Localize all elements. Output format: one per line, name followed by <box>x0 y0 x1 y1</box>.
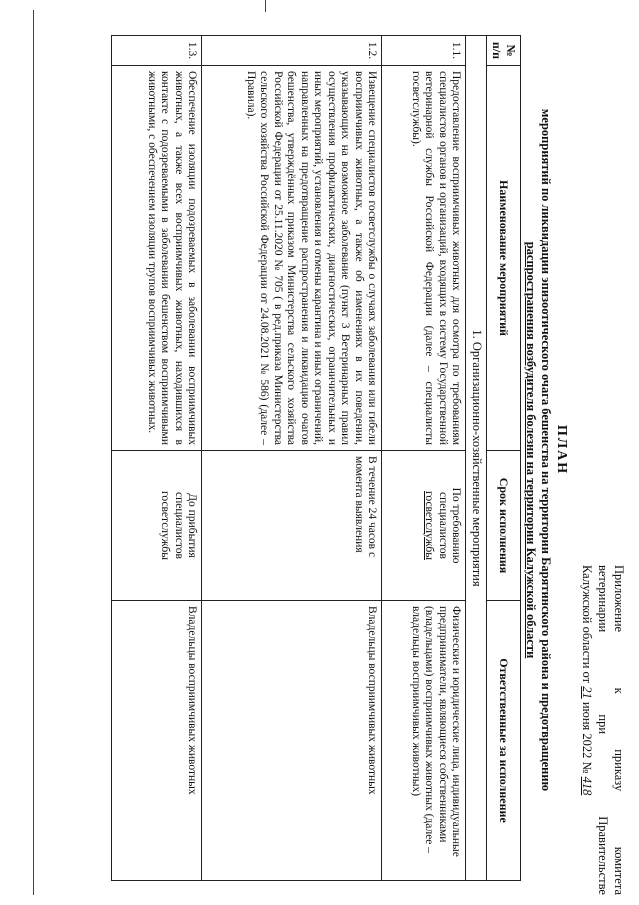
appendix-word: при <box>596 714 610 735</box>
term-line: момента выявления <box>353 456 365 553</box>
row-responsible: Владельцы восприимчивых животных <box>112 601 202 881</box>
row-measure: Извещение специалистов госветслужбы о случаях заболевания или гибели восприимчивых животных, а также об изменениях в их поведении, указывающих на возможное заболевание (пункт 3 Ветеринарных правил осуществления профилактических, диагностических, ограничительных и иных мероприятий, установления и отмены карантина и иных ограничений, направленных на предотвращение распространения и ликвидацию очагов бешенства, утверждённых приказом Министерства сельского хозяйства Российской Федерации от 25.11.2020 № 705 ( в ред.приказа Министерства сельского хозяйства Российской Федерации от 24.08.2021 № 586) (далее – Правила). <box>202 66 382 451</box>
appendix-word: ветеринарии <box>596 565 610 633</box>
row-measure: Предоставление восприимчивых животных для осмотра по требованиям специалистов органов и организаций, входящих в систему Государственной ветеринарной службы Российской Федерации (далее – специалисты госветслужбы). <box>382 66 466 451</box>
header-row <box>487 36 521 881</box>
row-number: 1.2. <box>202 36 382 66</box>
plan-subtitle-2: распространения возбудителя болезни на территории Калужской области <box>524 241 538 659</box>
appendix-word: комитета <box>612 846 626 895</box>
table-row <box>382 36 466 881</box>
row-responsible: Владельцы восприимчивых животных <box>202 601 382 881</box>
term-line: специалистов <box>173 492 185 559</box>
header-responsible: Ответственные за исполнение <box>487 601 521 881</box>
appendix-date-prefix: Калужской области от <box>580 565 594 687</box>
section-row <box>466 36 487 881</box>
appendix-line-2 <box>595 565 611 895</box>
table-row <box>112 36 202 881</box>
term-line: госветслужбы <box>159 490 172 561</box>
plan-title <box>523 20 569 880</box>
row-number: 1.3. <box>112 36 202 66</box>
header-name: Наименование мероприятий <box>487 66 521 451</box>
plan-heading: ПЛАН <box>554 424 569 476</box>
appendix-date-mid: июня 2022 № <box>580 698 594 777</box>
row-number: 1.1. <box>382 36 466 66</box>
term-line: госветслужбы <box>423 490 436 561</box>
appendix-word: Правительстве <box>596 816 610 895</box>
appendix-word: приказу <box>612 749 626 792</box>
row-responsible: Физические и юридические лица, индивидуальные предприниматели, являющиеся собственниками (владельцами) восприимчивых животных (далее – владельцы восприимчивых животных) <box>382 601 466 881</box>
appendix-note <box>579 565 627 895</box>
appendix-line-3 <box>579 565 595 895</box>
row-term <box>202 451 382 601</box>
appendix-word: к <box>612 687 626 694</box>
header-num: № п/п <box>487 36 521 66</box>
row-term <box>112 451 202 601</box>
term-line: По требованию <box>450 487 463 564</box>
appendix-line-1 <box>611 565 627 895</box>
row-term <box>382 451 466 601</box>
header-term: Срок исполнения <box>487 451 521 601</box>
plan-subtitle: мероприятий по ликвидации эпизоотического очага бешенства на территории Барятинского района и предотвращению <box>539 108 553 792</box>
table-row <box>202 36 382 881</box>
appendix-day: 21 <box>580 686 594 699</box>
row-measure: Обеспечение изоляции подозреваемых в заболевании восприимчивых животных, а также всех восприимчивых животных, находившихся в контакте с подозреваемыми в заболевании бешенством восприимчивыми животными, с обеспечением изоляции трупов восприимчивых животных. <box>112 66 202 451</box>
plan-table <box>112 35 522 881</box>
term-line: специалистов <box>437 492 449 559</box>
term-line: До прибытия <box>186 493 199 558</box>
appendix-word: Приложение <box>612 565 626 633</box>
section-title: 1. Организационно-хозяйственные мероприятия <box>466 36 487 881</box>
appendix-number: 418 <box>580 776 594 796</box>
term-line: В течение 24 часов с <box>366 456 379 558</box>
